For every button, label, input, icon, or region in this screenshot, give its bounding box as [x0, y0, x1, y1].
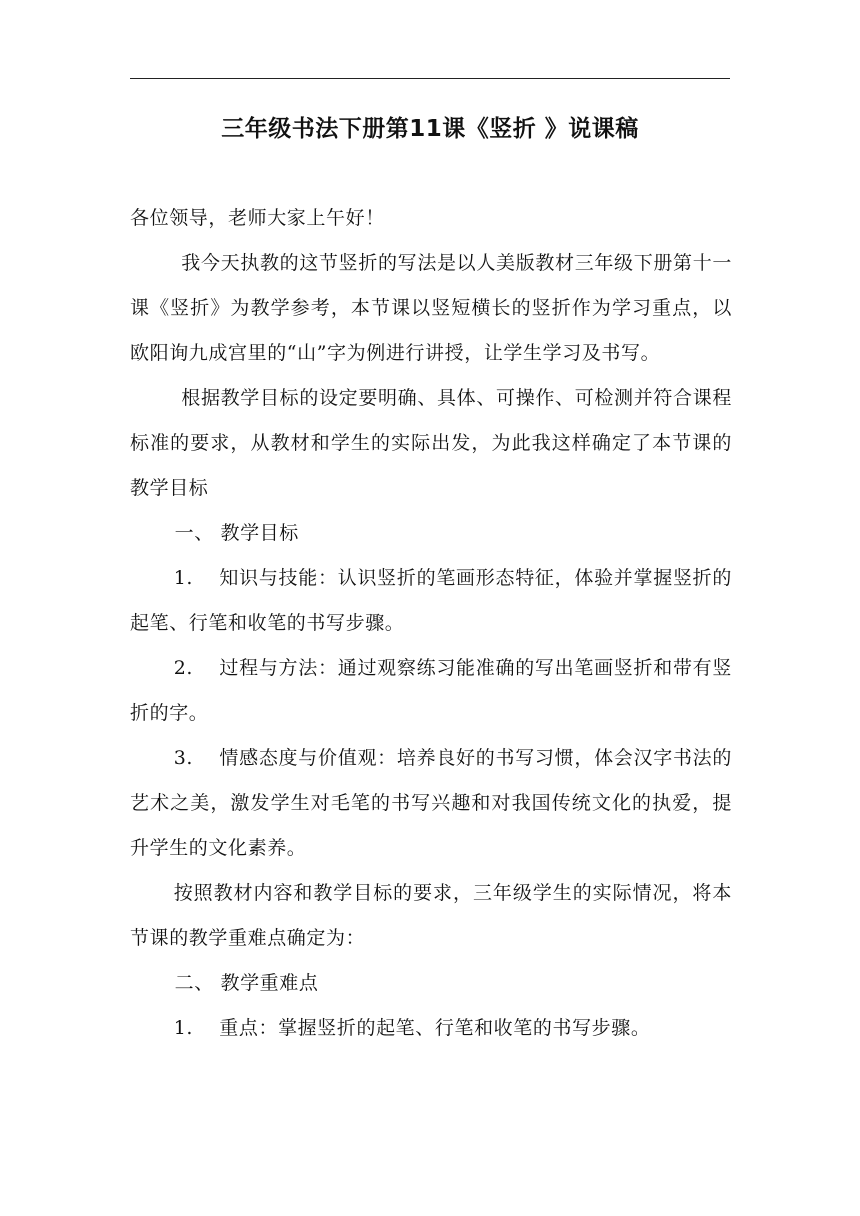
objective-item-1 — [130, 556, 732, 646]
objective-item-2-number: 2. — [173, 657, 194, 679]
document-body — [130, 196, 732, 1051]
intro-paragraph: 我今天执教的这节竖折的写法是以人美版教材三年级下册第十一课《竖折》为教学参考，本节课以竖短横长的竖折作为学习重点，以欧阳询九成宫里的“山”字为例进行讲授，让学生学习及书写。 — [130, 252, 732, 364]
objective-item-3-text: 情感态度与价值观：培养良好的书写习惯，体会汉字书法的艺术之美，激发学生对毛笔的书写兴趣和对我国传统文化的执爱，提升学生的文化素养。 — [130, 747, 732, 859]
objective-item-1-text: 知识与技能：认识竖折的笔画形态特征，体验并掌握竖折的起笔、行笔和收笔的书写步骤。 — [130, 567, 732, 634]
objective-item-1-number: 1. — [173, 567, 194, 589]
transition-paragraph: 按照教材内容和教学目标的要求，三年级学生的实际情况，将本节课的教学重难点确定为： — [130, 882, 732, 949]
section-heading-key-points: 二、 教学重难点 — [174, 972, 319, 994]
greeting-paragraph: 各位领导，老师大家上午好！ — [130, 207, 385, 229]
objective-item-3 — [130, 736, 732, 871]
objective-item-3-number: 3. — [173, 747, 194, 769]
objective-item-2-text: 过程与方法：通过观察练习能准确的写出笔画竖折和带有竖折的字。 — [130, 657, 732, 724]
objective-item-2 — [130, 646, 732, 736]
key-point-item-1-text: 重点：掌握竖折的起笔、行笔和收笔的书写步骤。 — [219, 1017, 651, 1039]
rationale-paragraph: 根据教学目标的设定要明确、具体、可操作、可检测并符合课程标准的要求，从教材和学生的实际出发，为此我这样确定了本节课的教学目标 — [130, 387, 732, 499]
key-point-item-1 — [130, 1006, 732, 1051]
document-title: 三年级书法下册第11课《竖折 》说课稿 — [221, 116, 639, 142]
header-rule — [130, 78, 730, 79]
section-heading-objectives: 一、 教学目标 — [174, 522, 299, 544]
key-point-item-1-number: 1. — [173, 1017, 194, 1039]
